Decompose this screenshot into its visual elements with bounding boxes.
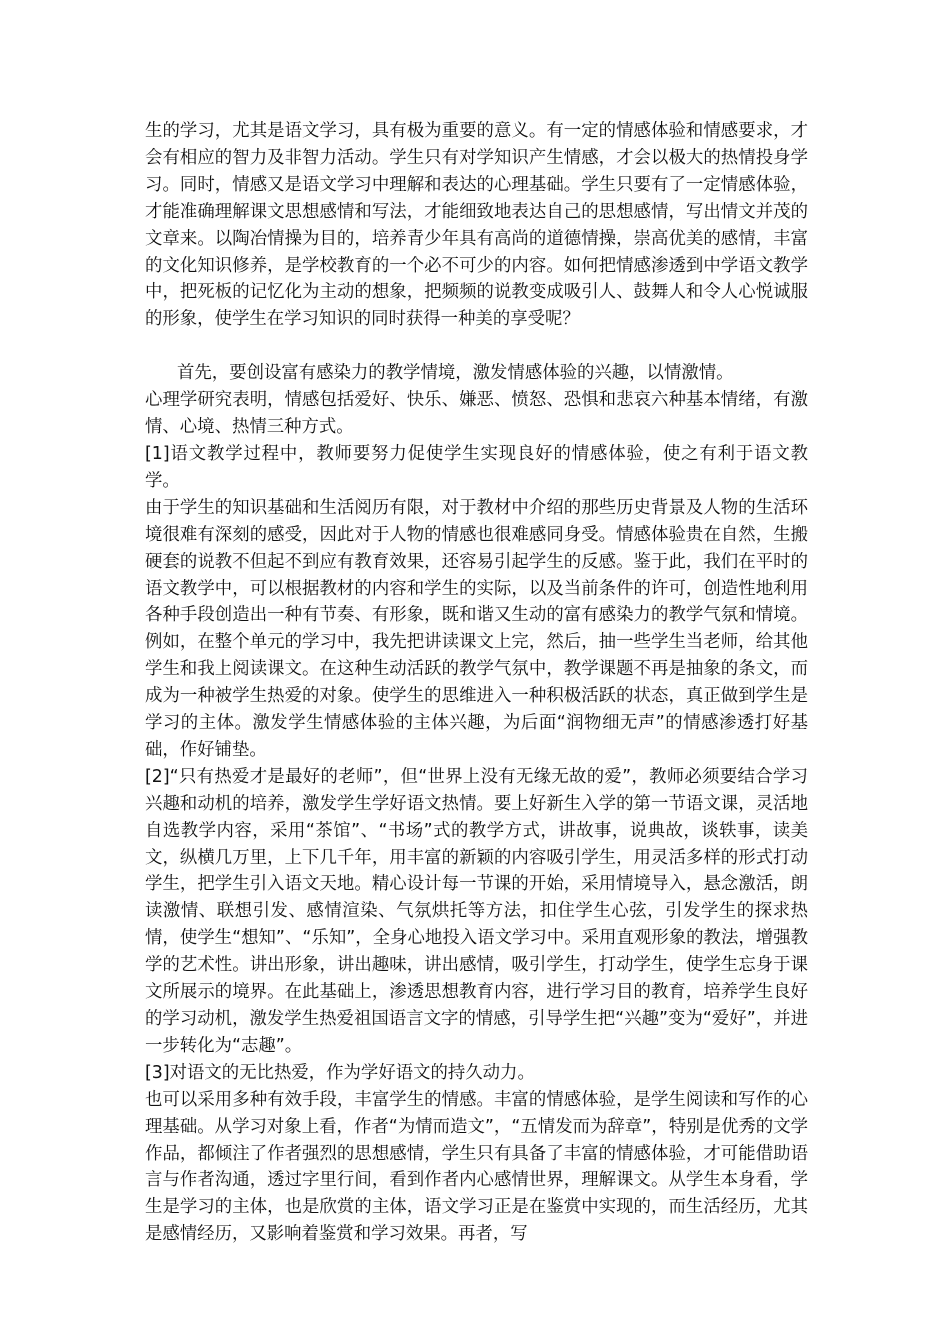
document-body	[145, 118, 808, 1248]
paragraph-methods: 也可以采用多种有效手段，丰富学生的情感。丰富的情感体验，是学生阅读和写作的心理基础。从学习对象上看，作者“为情而造文”，“五情发而为辞章”，特别是优秀的文学作品，都倾注了作者强烈的思想感情，学生只有具备了丰富的情感体验，才可能借助语言与作者沟通，透过字里行间，看到作者内心感情世界，理解课文。从学生本身看，学生是学习的主体，也是欣赏的主体，语文学习正是在鉴赏中实现的，而生活经历，尤其是感情经历，又影响着鉴赏和学习效果。再者，写	[145, 1089, 808, 1245]
paragraph-gap	[145, 333, 808, 360]
paragraph-intro: 生的学习，尤其是语文学习，具有极为重要的意义。有一定的情感体验和情感要求，才会有相应的智力及非智力活动。学生只有对学知识产生情感，才会以极大的热情投身学习。同时，情感又是语文学习中理解和表达的心理基础。学生只要有了一定情感体验，才能准确理解课文思想感情和写法，才能细致地表达自己的思想感情，写出情文并茂的文章来。以陶冶情操为目的，培养青少年具有高尚的道德情操，崇高优美的感情，丰富的文化知识修养，是学校教育的一个必不可少的内容。如何把情感渗透到中学语文教学中，把死板的记忆化为主动的想象，把频频的说教变成吸引人、鼓舞人和令人心悦诚服的形象，使学生在学习知识的同时获得一种美的享受呢？	[145, 121, 808, 330]
paragraph-psychology: 心理学研究表明，情感包括爱好、快乐、嫌恶、愤怒、恐惧和悲哀六种基本情绪，有激情、心境、热情三种方式。	[145, 390, 808, 438]
paragraph-note-3: [3]对语文的无比热爱，作为学好语文的持久动力。	[145, 1062, 535, 1083]
paragraph-note-2: [2]“只有热爱才是最好的老师”，但“世界上没有无缘无故的爱”，教师必须要结合学习兴趣和动机的培养，激发学生学好语文热情。要上好新生入学的第一节语文课，灵活地自选教学内容，采用“茶馆”、“书场”式的教学方式，讲故事，说典故，谈轶事，读美文，纵横几万里，上下几千年，用丰富的新颖的内容吸引学生，用灵活多样的形式打动学生，把学生引入语文天地。精心设计每一节课的开始，采用情境导入，悬念激活，朗读激情、联想引发、感情渲染、气氛烘托等方法，扣住学生心弦，引发学生的探求热情，使学生“想知”、“乐知”，全身心地投入语文学习中。采用直观形象的教法，增强教学的艺术性。讲出形象，讲出趣味，讲出感情，吸引学生，打动学生，使学生忘身于课文所展示的境界。在此基础上，渗透思想教育内容，进行学习目的教育，培养学生良好的学习动机，激发学生热爱祖国语言文字的情感，引导学生把“兴趣”变为“爱好”，并进一步转化为“志趣”。	[145, 766, 808, 1056]
paragraph-first-point: 首先，要创设富有感染力的教学情境，激发情感体验的兴趣，以情激情。	[177, 363, 734, 384]
paragraph-context: 由于学生的知识基础和生活阅历有限，对于教材中介绍的那些历史背景及人物的生活环境很难有深刻的感受，因此对于人物的情感也很难感同身受。情感体验贵在自然，生搬硬套的说教不但起不到应有教育效果，还容易引起学生的反感。鉴于此，我们在平时的语文教学中，可以根据教材的内容和学生的实际，以及当前条件的许可，创造性地利用各种手段创造出一种有节奏、有形象，既和谐又生动的富有感染力的教学气氛和情境。例如，在整个单元的学习中，我先把讲读课文上完，然后，抽一些学生当老师，给其他学生和我上阅读课文。在这种生动活跃的教学气氛中，教学课题不再是抽象的条文，而成为一种被学生热爱的对象。使学生的思维进入一种积极活跃的状态，真正做到学生是学习的主体。激发学生情感体验的主体兴趣，为后面“润物细无声”的情感渗透打好基础，作好铺垫。	[145, 497, 808, 760]
paragraph-note-1: [1]语文教学过程中，教师要努力促使学生实现良好的情感体验，使之有利于语文教学。	[145, 443, 808, 491]
